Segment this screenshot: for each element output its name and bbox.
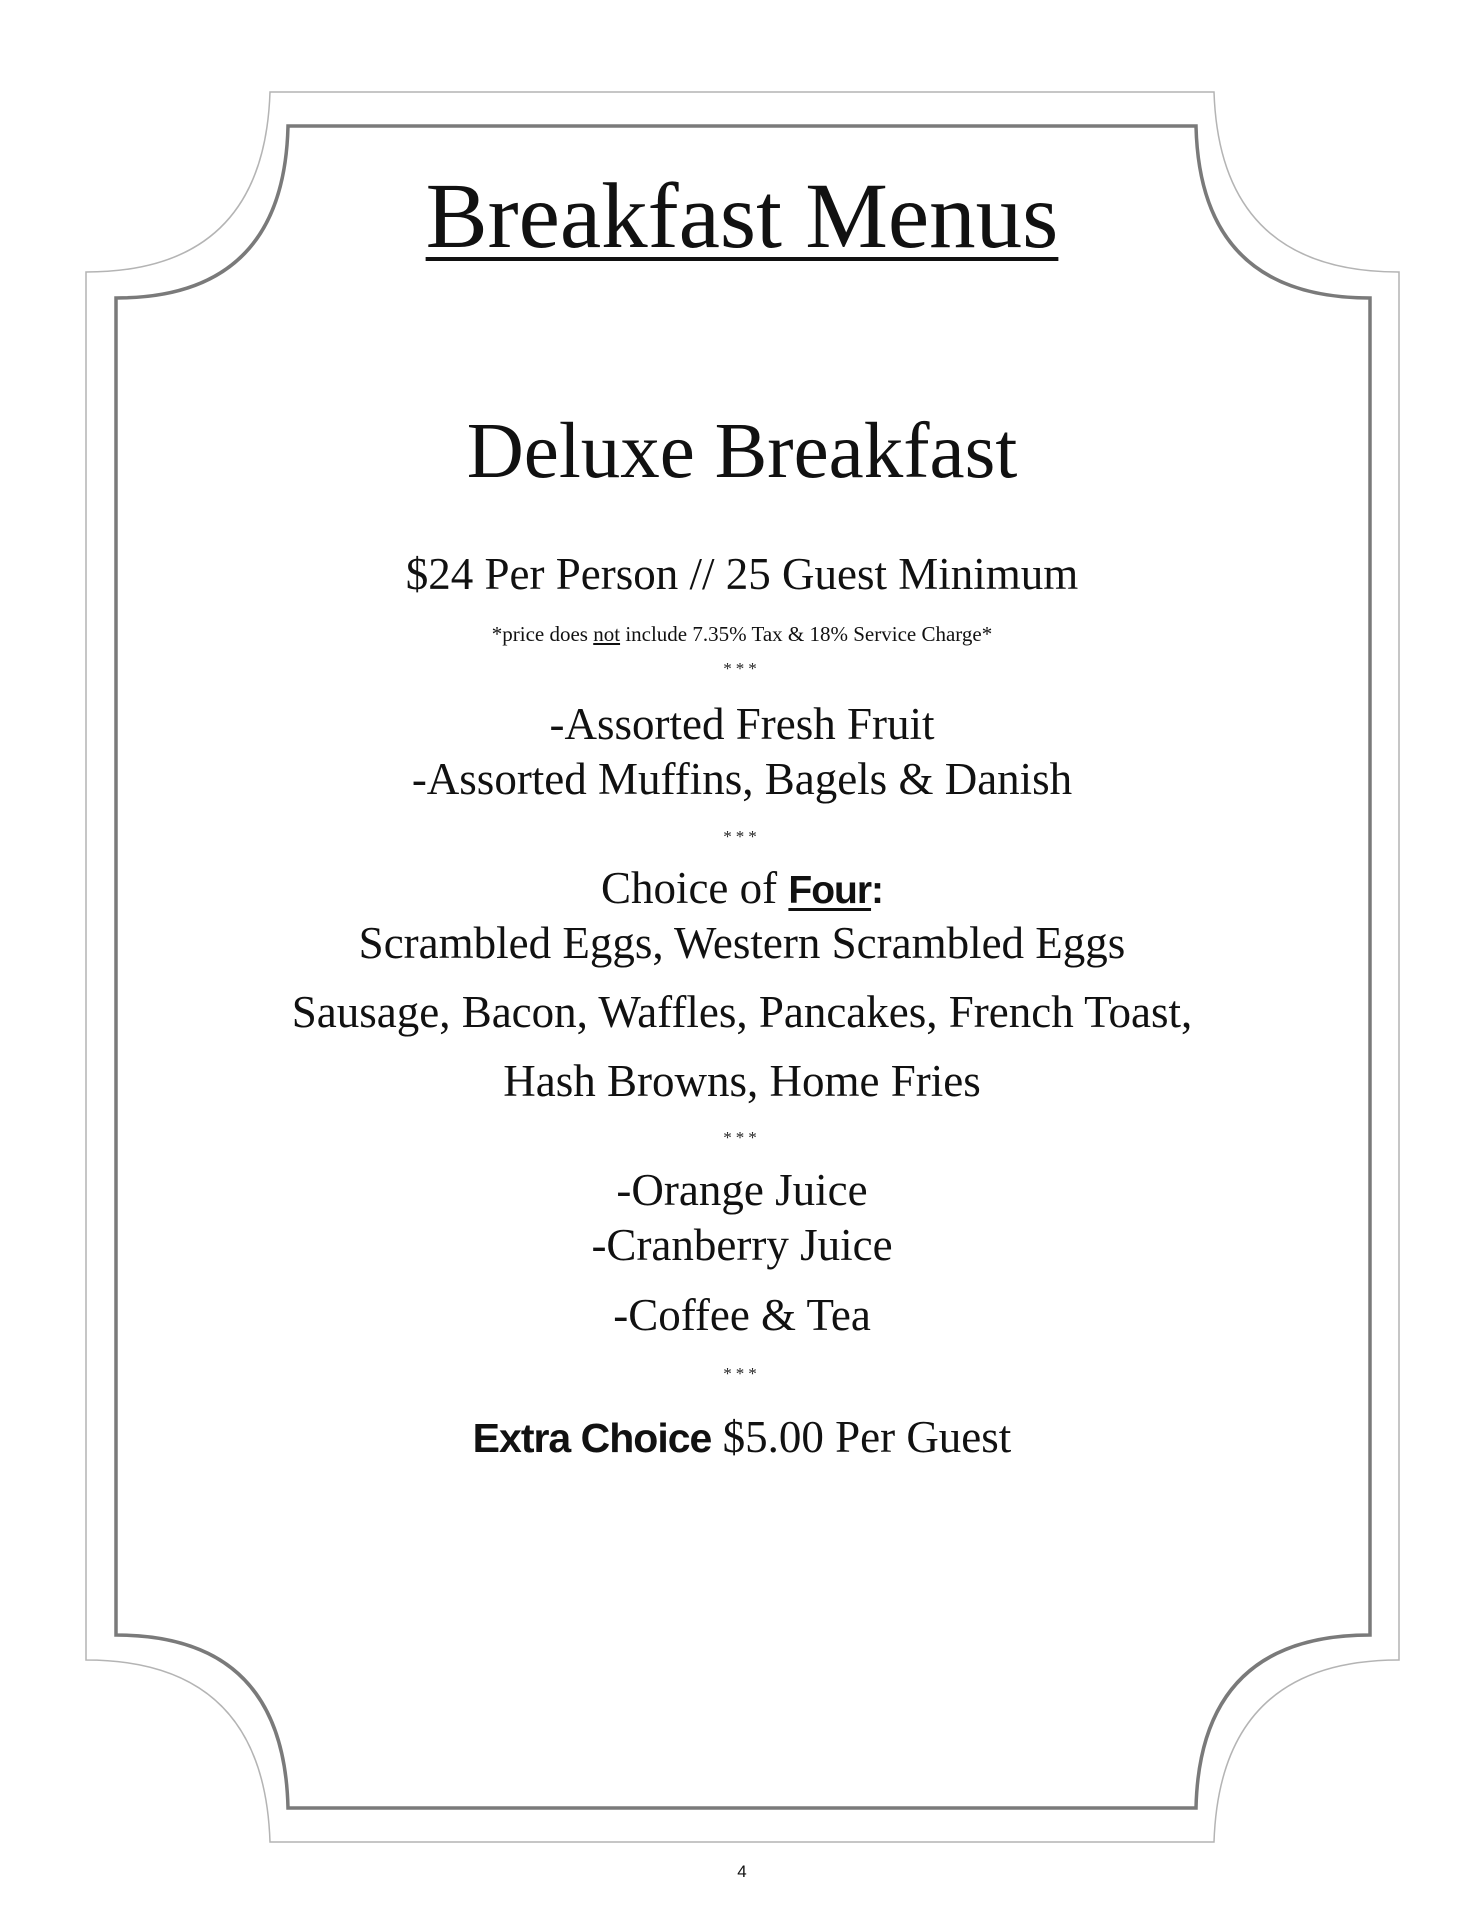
separator: *** (723, 1364, 761, 1383)
page-title: Breakfast Menus (425, 165, 1059, 268)
starter-item: -Assorted Fresh Fruit (549, 699, 935, 749)
drink-item: -Orange Juice (616, 1165, 868, 1215)
choice-option-line: Scrambled Eggs, Western Scrambled Eggs (358, 918, 1126, 968)
drink-item: -Coffee & Tea (613, 1290, 871, 1340)
drink-item: -Cranberry Juice (591, 1220, 893, 1270)
separator: *** (723, 1128, 761, 1147)
choice-option-line: Hash Browns, Home Fries (503, 1056, 981, 1106)
starter-item: -Assorted Muffins, Bagels & Danish (411, 754, 1073, 804)
choice-heading: Choice of Four: (600, 863, 884, 913)
page-number: 4 (737, 1862, 747, 1881)
extra-choice: Extra Choice $5.00 Per Guest (472, 1412, 1012, 1462)
choice-option-line: Sausage, Bacon, Waffles, Pancakes, French Toast, (291, 987, 1193, 1037)
tax-note: *price does not include 7.35% Tax & 18% Service Charge* (491, 622, 993, 646)
separator: *** (723, 827, 761, 846)
menu-name: Deluxe Breakfast (466, 408, 1018, 495)
separator: *** (723, 659, 761, 678)
price-line: $24 Per Person // 25 Guest Minimum (405, 549, 1079, 599)
